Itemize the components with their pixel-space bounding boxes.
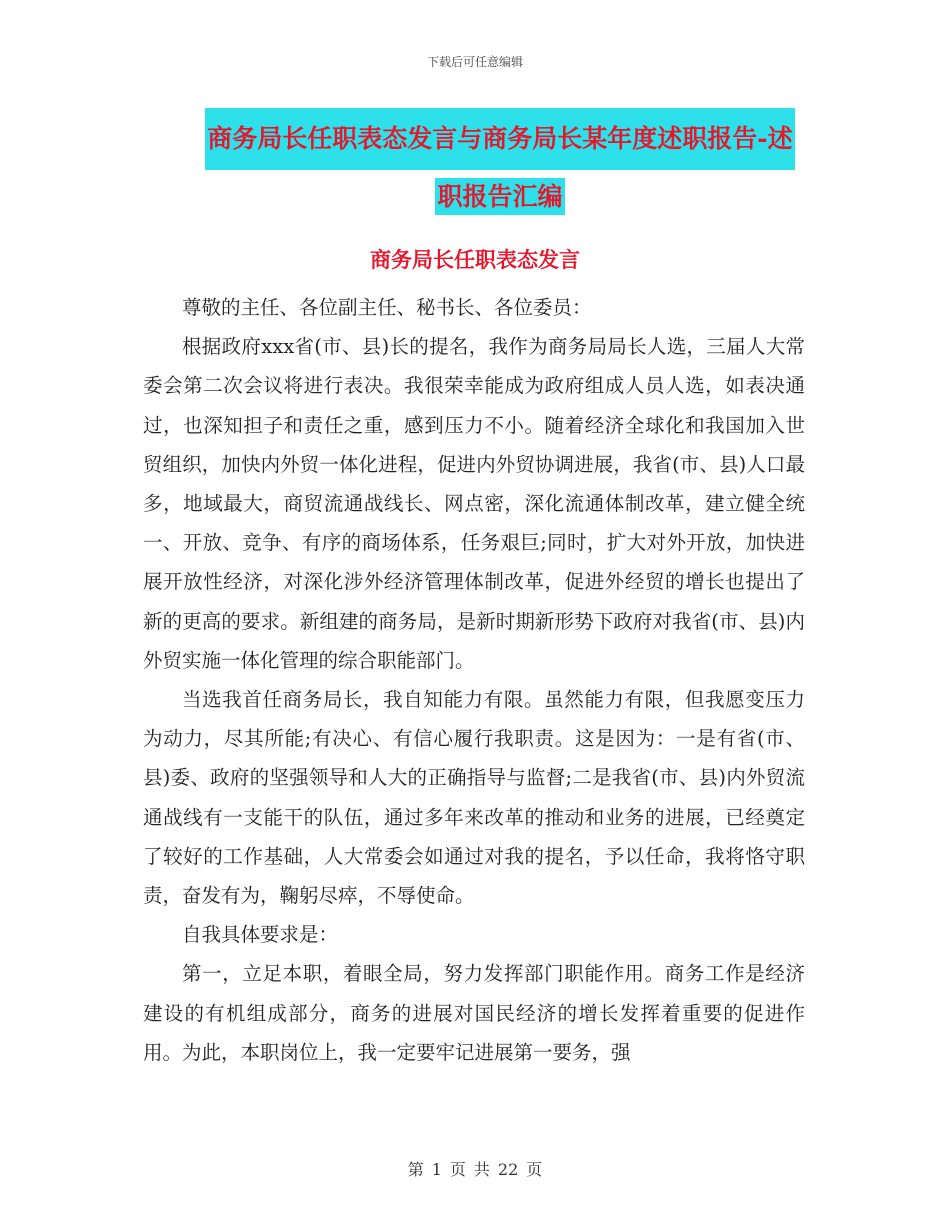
page-number: 1 <box>431 1160 442 1179</box>
total-pages: 22 <box>497 1160 519 1179</box>
section-heading: 商务局长任职表态发言 <box>370 247 580 272</box>
paragraph: 自我具体要求是： <box>182 923 339 947</box>
paragraph: 根据政府xxx省(市、县)长的提名，我作为商务局局长人选，三届人大常委会第二次会议将进行表决。我很荣幸能成为政府组成人员人选，如表决通过，也深知担子和责任之重，感到压力不小。随着经济全球化和我国加入世贸组织，加快内外贸一体化进程，促进内外贸协调进展，我省(市、县)人口最多，地域最大，商贸流通战线长、网点密，深化流通体制改革，建立健全统一、开放、竞争、有序的商场体系，任务艰巨;同时，扩大对外开放，加快进展开放性经济，对深化涉外经济管理体制改革，促进外经贸的增长也提出了新的更高的要求。新组建的商务局，是新时期新形势下政府对我省(市、县)内外贸实施一体化管理的综合职能部门。 <box>143 335 805 672</box>
footer-label: 页 <box>526 1160 543 1179</box>
footer-label: 页 <box>449 1160 466 1179</box>
header-note: 下载后可任意编辑 <box>426 55 523 69</box>
paragraph: 第一，立足本职，着眼全局，努力发挥部门职能作用。商务工作是经济建设的有机组成部分，商务的进展对国民经济的增长发挥着重要的促进作用。为此，本职岗位上，我一定要牢记进展第一要务，强 <box>143 962 805 1064</box>
footer-label: 共 <box>473 1160 490 1179</box>
document-title-line1: 商务局长任职表态发言与商务局长某年度述职报告-述 <box>205 108 794 170</box>
page-footer <box>0 1157 950 1180</box>
footer-label: 第 <box>407 1160 424 1179</box>
paragraph-salutation: 尊敬的主任、各位副主任、秘书长、各位委员： <box>182 296 592 319</box>
paragraph: 当选我首任商务局长，我自知能力有限。虽然能力有限，但我愿变压力为动力，尽其所能;有决心、有信心履行我职责。这是因为：一是有省(市、县)委、政府的坚强领导和人大的正确指导与监督;二是我省(市、县)内外贸流通战线有一支能干的队伍，通过多年来改革的推动和业务的进展，已经奠定了较好的工作基础，人大常委会如通过对我的提名，予以任命，我将恪守职责，奋发有为，鞠躬尽瘁，不辱使命。 <box>143 688 805 908</box>
document-title <box>140 108 860 224</box>
document-title-line2: 职报告汇编 <box>435 178 564 215</box>
body-text <box>143 288 805 1072</box>
